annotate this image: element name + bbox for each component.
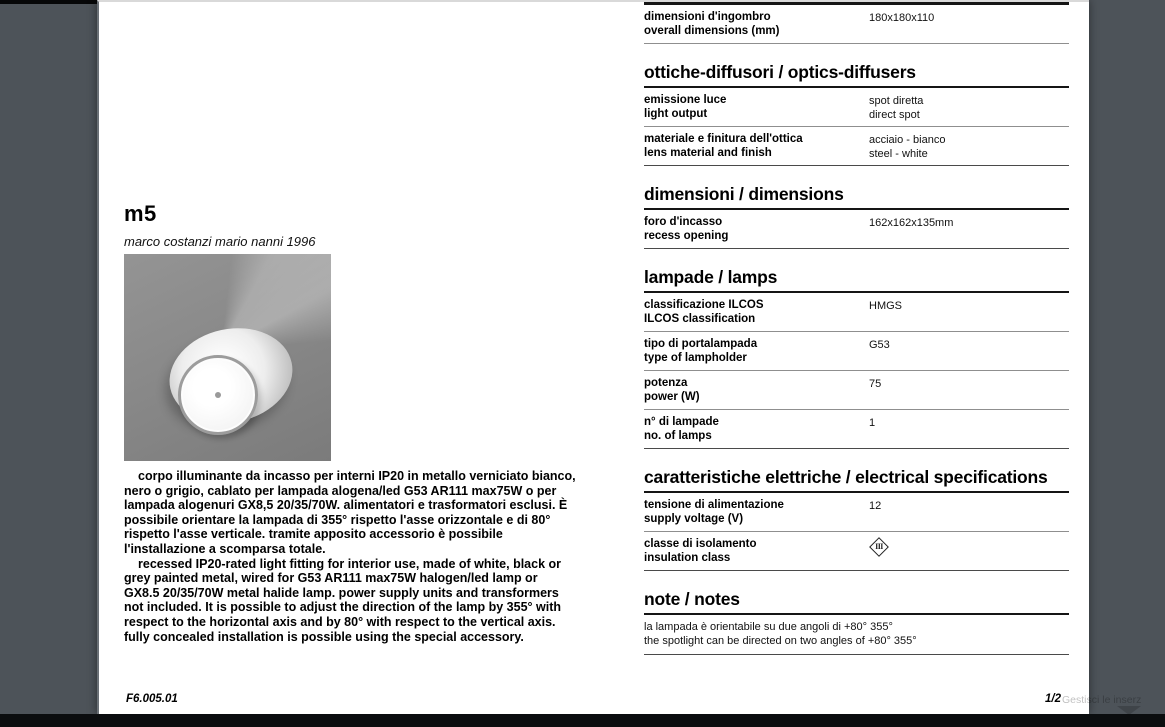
spec-label — [644, 337, 869, 366]
spec-label-it: potenza — [644, 377, 688, 389]
section-title: ottiche-diffusori / optics-diffusers — [644, 62, 1069, 88]
spec-row-power — [644, 371, 1069, 410]
spec-row-lamp-count — [644, 410, 1069, 449]
manage-ads-overlay-button[interactable] — [1062, 693, 1165, 708]
description-italian: corpo illuminante da incasso per interni IP20 in metallo verniciato bianco, nero o grigio, cablato per lampada alogena/led G53 AR111 max75W o per lampada alogenuri GX8,5 20/35/70W. alimentatori e trasformatori esclusi. È possibile orientare la lampada di 355° rispetto l'asse orizzontale e di 80° rispetto l'asse verticale. tramite apposito accessorio è possibile l'installazione a scomparsa totale. — [124, 469, 576, 556]
notes-body — [644, 615, 1069, 655]
spec-label-en: recess opening — [644, 230, 729, 242]
spec-row-supply-voltage — [644, 493, 1069, 532]
page-number: 1/2 — [1045, 693, 1061, 705]
spec-label — [644, 376, 869, 405]
spec-label-it: classificazione ILCOS — [644, 299, 764, 311]
spec-value: G53 — [869, 339, 890, 351]
section-electrical-specifications — [644, 467, 1069, 571]
product-title: m5 — [124, 201, 157, 226]
section-notes — [644, 589, 1069, 655]
spec-label — [644, 498, 869, 527]
section-title: lampade / lamps — [644, 267, 1069, 293]
spec-label — [644, 298, 869, 327]
spec-label — [644, 93, 869, 122]
spec-value: acciaio - bianco steel - white — [869, 134, 946, 160]
spec-value: 1 — [869, 417, 876, 429]
spec-label-it: emissione luce — [644, 94, 727, 106]
spec-label-en: ILCOS classification — [644, 313, 756, 325]
spec-label-en: lens material and finish — [644, 147, 772, 159]
viewer-bottom-bar — [0, 714, 1165, 727]
spec-value: spot diretta direct spot — [869, 95, 924, 121]
designer-credit: marco costanzi mario nanni 1996 — [124, 234, 316, 249]
description-english: recessed IP20-rated light fitting for interior use, made of white, black or grey painted metal, wired for G53 AR111 max75W halogen/led lamp or GX8.5 20/35/70W metal halide lamp. power supply units and transformers not included. It is possible to adjust the direction of the lamp by 355° with respect to the horizontal axis and by 80° with respect to the vertical axis. fully concealed installation is possible using the special accessory. — [124, 556, 562, 644]
section-dimensions — [644, 184, 1069, 249]
section-lamps — [644, 267, 1069, 449]
spec-label-en: no. of lamps — [644, 430, 712, 442]
lamp-center-dot — [215, 392, 221, 398]
spec-label-it: tipo di portalampada — [644, 338, 758, 350]
manage-ads-label[interactable]: Gestisci le inserz — [1062, 694, 1142, 706]
spec-label-it: n° di lampade — [644, 416, 719, 428]
spec-label-en: overall dimensions (mm) — [644, 25, 780, 37]
spec-row-insulation-class — [644, 532, 1069, 571]
note-line-it: la lampada è orientabile su due angoli di +80° 355° — [644, 621, 893, 633]
insulation-class-iii-icon: III — [869, 537, 889, 557]
spec-value — [869, 537, 1069, 566]
spec-row-recess-opening — [644, 210, 1069, 249]
product-photo — [124, 254, 331, 461]
spec-label-en: insulation class — [644, 552, 731, 564]
spec-label — [644, 415, 869, 444]
spec-label-it: classe di isolamento — [644, 538, 757, 550]
spec-value: 12 — [869, 500, 882, 512]
spec-label-en: power (W) — [644, 391, 700, 403]
note-line-en: the spotlight can be directed on two angles of +80° 355° — [644, 635, 917, 647]
spec-label-it: tensione di alimentazione — [644, 499, 784, 511]
spec-row-lens-material — [644, 127, 1069, 166]
spec-label-en: light output — [644, 108, 708, 120]
spec-label-en: supply voltage (V) — [644, 513, 744, 525]
lamp-disc — [178, 355, 258, 435]
spec-value: 75 — [869, 378, 882, 390]
section-title: dimensioni / dimensions — [644, 184, 1069, 210]
document-page — [97, 0, 1089, 714]
section-title: caratteristiche elettriche / electrical specifications — [644, 467, 1069, 493]
spec-label — [644, 132, 869, 161]
spec-label — [644, 537, 869, 566]
spec-row-overall-dimensions — [644, 2, 1069, 44]
spec-row-ilcos-classification — [644, 293, 1069, 332]
spec-label-it: dimensioni d'ingombro — [644, 11, 771, 23]
description-block — [124, 469, 576, 644]
spec-row-lampholder-type — [644, 332, 1069, 371]
spec-label-en: type of lampholder — [644, 352, 747, 364]
spec-value: 162x162x135mm — [869, 217, 954, 229]
spec-label — [644, 10, 869, 39]
document-code: F6.005.01 — [126, 693, 178, 705]
spec-label — [644, 215, 869, 244]
section-title: note / notes — [644, 589, 1069, 615]
viewer-top-strip — [0, 0, 97, 4]
specifications-column — [644, 2, 1069, 655]
spec-row-light-output — [644, 88, 1069, 127]
spec-value: 180x180x110 — [869, 12, 935, 24]
spec-label-it: materiale e finitura dell'ottica — [644, 133, 803, 145]
section-optics-diffusers — [644, 62, 1069, 166]
spec-value: HMGS — [869, 300, 902, 312]
spec-label-it: foro d'incasso — [644, 216, 723, 228]
